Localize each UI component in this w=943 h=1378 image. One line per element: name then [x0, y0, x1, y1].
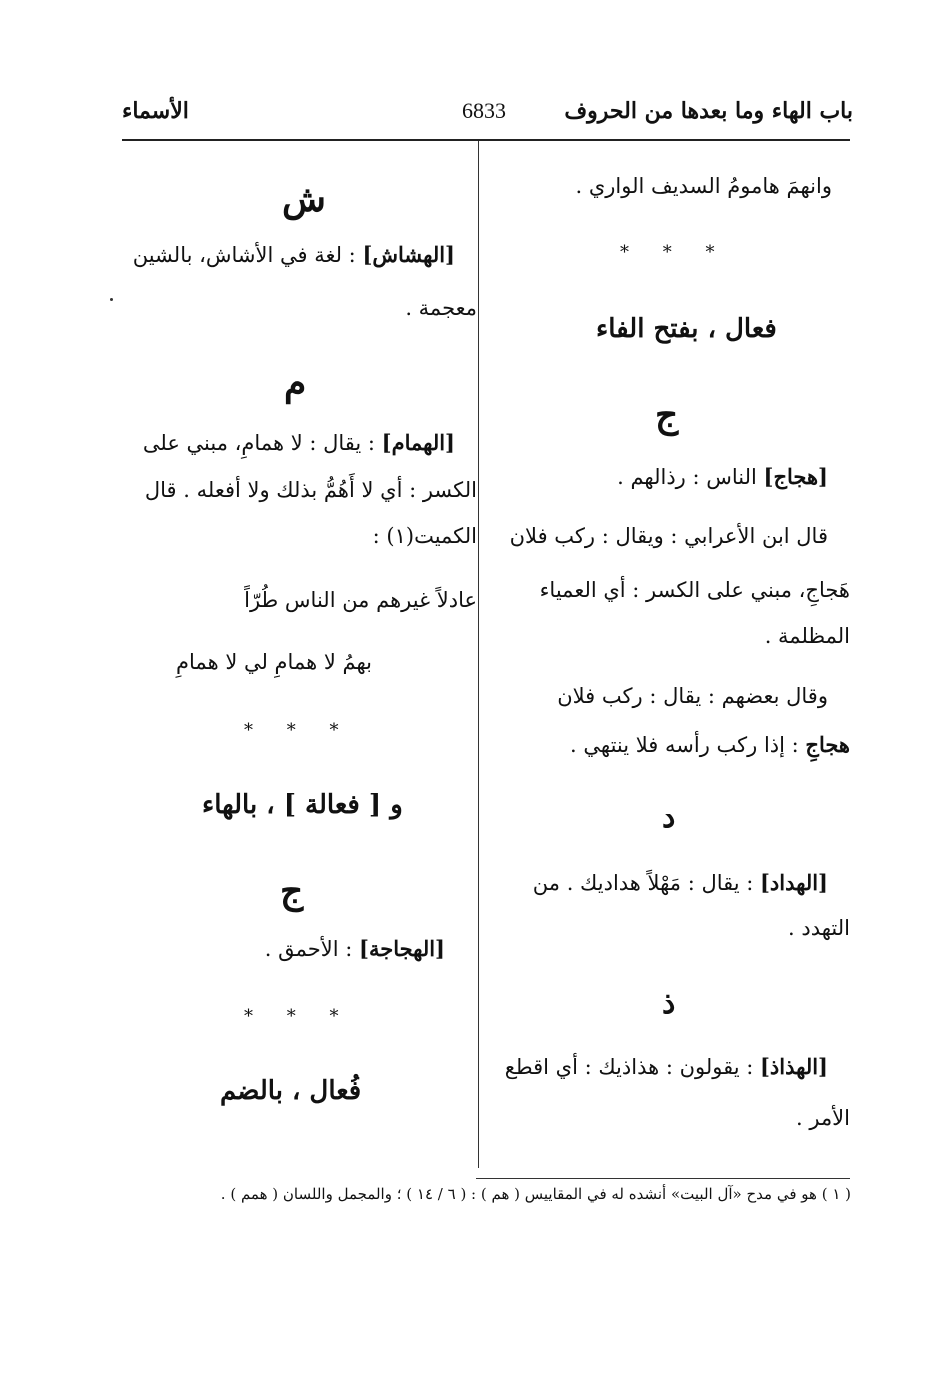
entry-definition: : يقال : مَهْلاً هداديك . من: [532, 871, 760, 895]
page-number: 6833: [462, 98, 506, 123]
separator-stars: * * *: [244, 720, 353, 741]
entry-definition: الناس : رذالهم .: [617, 465, 764, 489]
chapter-title: باب الهاء وما بعدها من الحروف: [564, 98, 853, 124]
footnote: ( ١ ) هو في مدح «آل البيت» أنشده له في المقاييس ( هم ) : ( ٦ / ١٤ ) ؛ والمجمل واللسان ( همم ) .: [220, 1185, 851, 1203]
entry-definition: : يقولون : هذاذيك : أي اقطع: [504, 1055, 760, 1079]
section-heading: فُعال ، بالضم: [220, 1076, 362, 1106]
entry-headword: [هجاج]: [763, 464, 828, 489]
entry-hujaja: [265, 936, 445, 961]
entry-text-line: الأمر .: [796, 1106, 850, 1130]
entry-text-line: قال ابن الأعرابي : ويقال : ركب فلان: [509, 524, 828, 548]
entry-hashash: [133, 242, 455, 267]
letter-heading: د: [662, 800, 676, 835]
entry-headword: [الهشاش]: [362, 242, 455, 267]
entry-definition: : الأحمق .: [264, 937, 360, 961]
entry-text-line: هَجاجِ، مبني على الكسر : أي العمياء: [539, 578, 850, 602]
entry-definition: : إذا ركب رأسه فلا ينتهي .: [570, 733, 799, 757]
entry-headword: [الهمام]: [381, 430, 455, 455]
entry-hudhadh: [505, 1054, 828, 1079]
entry-headword: [الهداد]: [760, 870, 828, 895]
letter-heading: ج: [280, 870, 304, 912]
poetry-line: عادلاً غيرهم من الناس طُرّاً: [244, 588, 477, 612]
section-heading: فعال ، بفتح الفاء: [596, 314, 777, 344]
separator-stars: * * *: [620, 242, 729, 263]
entry-headword: [الهذاذ]: [760, 1054, 828, 1079]
entry-definition: : لغة في الأشاش، بالشين: [132, 243, 363, 267]
poetry-line: بهمُ لا همامِ لي لا همامِ: [176, 650, 372, 674]
entry-text-line: وقال بعضهم : يقال : ركب فلان: [557, 684, 828, 708]
letter-heading: ذ: [662, 986, 676, 1021]
entry-hijaj: [617, 464, 828, 489]
entry-text-line: الكسر : أي لا أَهُمُّ بذلك ولا أفعله . قال: [144, 478, 477, 502]
footnote-rule: [476, 1178, 850, 1179]
entry-definition: : يقال : لا همامِ، مبني على: [142, 431, 382, 455]
section-title: الأسماء: [122, 98, 189, 124]
entry-text-line: الكميت(١) :: [372, 524, 477, 548]
verse-continuation: وانهمَ هامومُ السديف الواري .: [575, 174, 832, 198]
entry-text-line: التهدد .: [788, 916, 850, 940]
entry-text-line: معجمة .: [405, 296, 477, 320]
page-speck: [110, 298, 113, 301]
entry-headword: هجاجِ: [805, 732, 850, 757]
entry-hudad: [533, 870, 828, 895]
header-rule: [122, 139, 850, 141]
letter-heading: ش: [282, 178, 326, 220]
letter-heading: ج: [655, 394, 679, 436]
separator-stars: * * *: [244, 1006, 353, 1027]
letter-heading: م: [284, 362, 307, 404]
section-heading: و [ فعالة ] ، بالهاء: [202, 790, 403, 820]
entry-humam: [143, 430, 455, 455]
entry-headword: [الهجاجة]: [359, 936, 445, 961]
column-divider: [478, 141, 479, 1168]
entry-text-line: المظلمة .: [764, 624, 850, 648]
entry-text-line: [570, 732, 850, 757]
